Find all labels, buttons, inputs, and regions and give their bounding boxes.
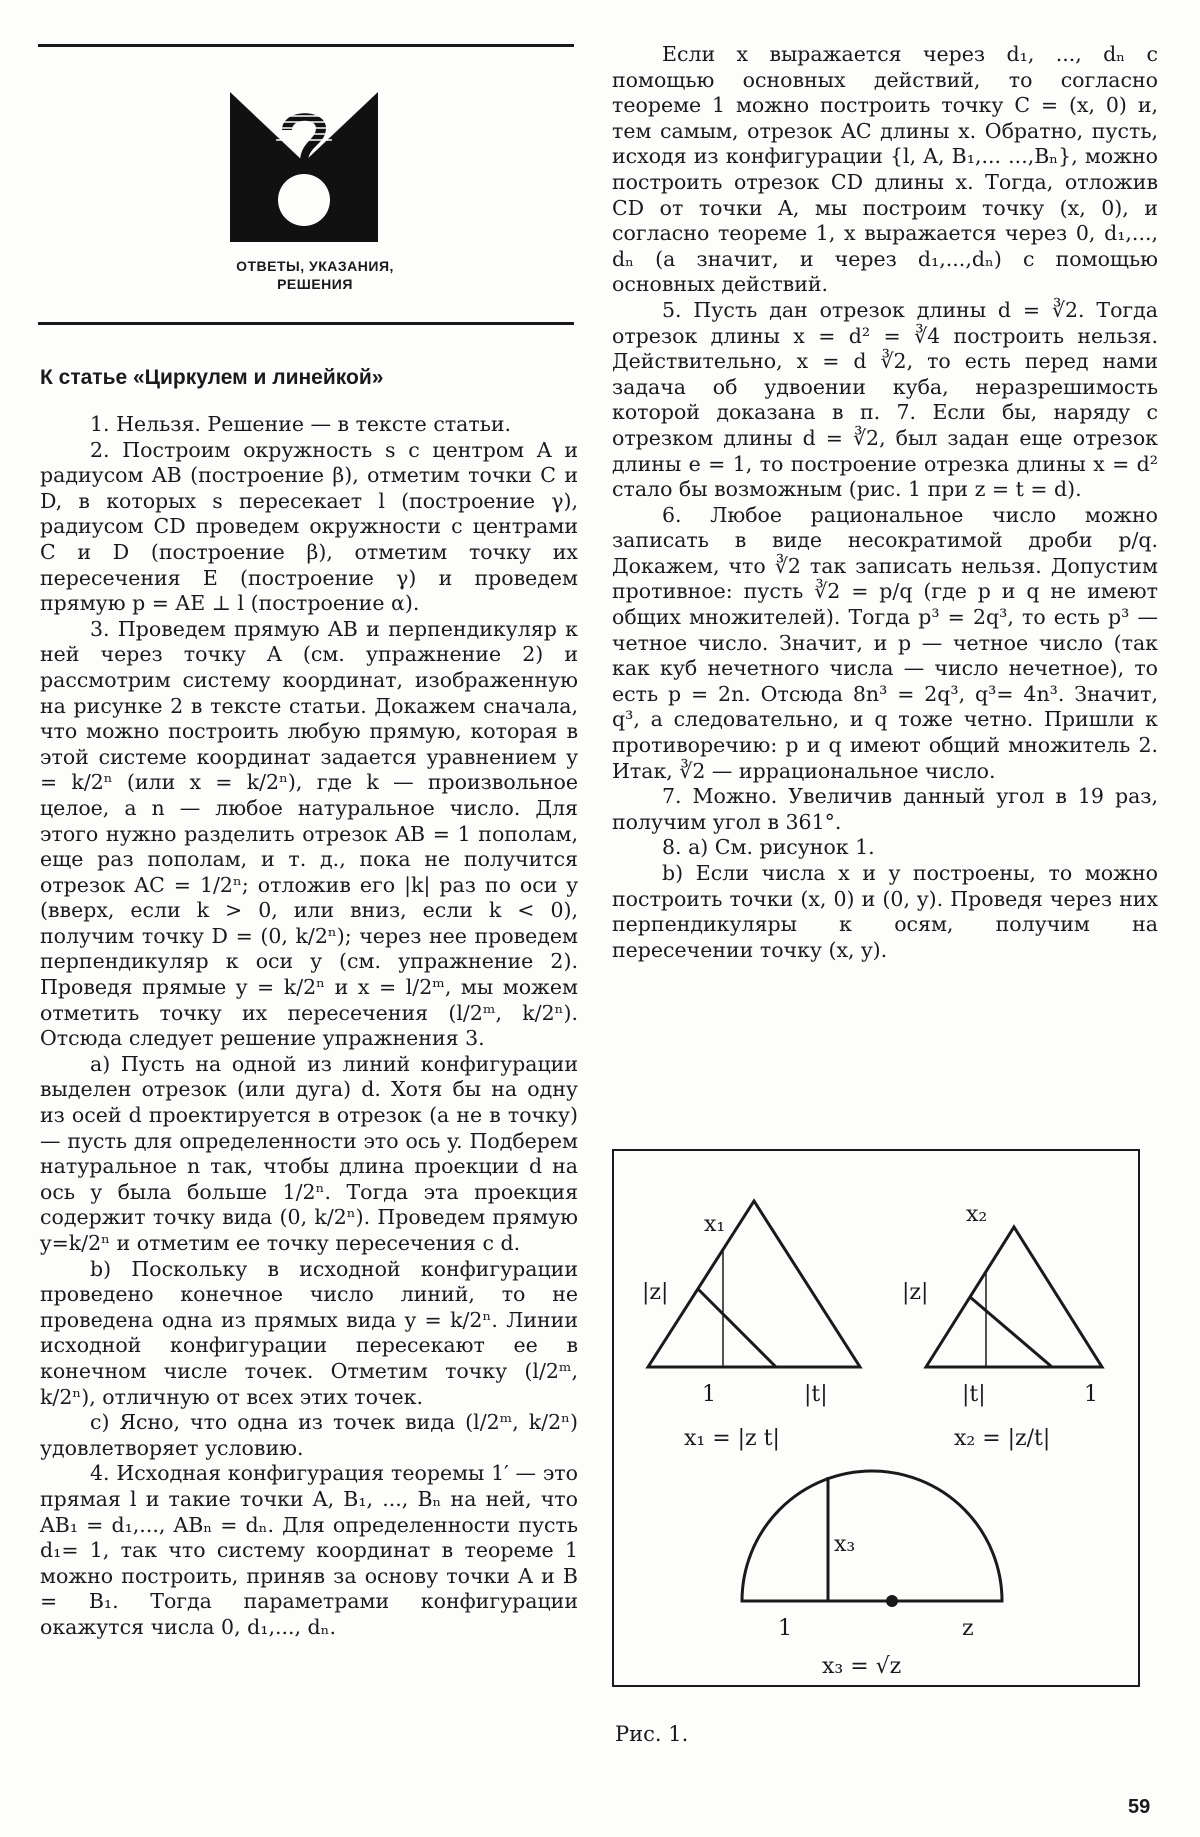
answer-8b: b) Если числа x и y построены, то можно построить точки (x, 0) и (0, y). Проведя через них перпендикуляры к осям, получим на пересечении точку (x, y).	[612, 861, 1158, 962]
header-bottom-rule	[38, 322, 574, 325]
right-column	[612, 42, 1158, 963]
triangle-left-inner-side	[698, 1289, 776, 1367]
logo-caption-line2: РЕШЕНИЯ	[277, 276, 353, 292]
answer-3b: b) Поскольку в исходной конфигурации проведено конечное число линий, то не проведена одна из прямых вида y = k/2ⁿ. Линии исходной конфигурации пересекают ее в конечном числе точек. Отметим точку (l/2ᵐ, k/2ⁿ), отличную от всех этих точек.	[40, 1256, 578, 1409]
label-one-left: 1	[702, 1382, 716, 1407]
logo-caption-line1: ОТВЕТЫ, УКАЗАНИЯ,	[236, 258, 394, 274]
answer-4-continued: Если x выражается через d₁, ..., dₙ с помощью основных действий, то согласно теореме 1 можно построить точку C = (x, 0) и, тем самым, отрезок AC длины x. Обратно, пусть, исходя из конфигурации {l, A, B₁,... ...,Bₙ}, можно построить отрезок CD длины x. Тогда, отложив CD от точки A, мы построим точку (x, 0), и согласно теореме 1, x выражается через 0, d₁,..., dₙ (а значит, и через d₁,...,dₙ) с помощью основных действий.	[612, 42, 1158, 297]
answer-3: 3. Проведем прямую AB и перпендикуляр к ней через точку A (см. упражнение 2) и рассмотрим систему координат, изображенную на рисунке 2 в тексте статьи. Докажем сначала, что можно построить любую прямую, которая в этой системе координат задается уравнением y = k/2ⁿ (или x = k/2ⁿ), где k — произвольное целое, а n — любое натуральное число. Для этого нужно разделить отрезок AB = 1 пополам, еще раз пополам, и т. д., пока не получится отрезок AC = 1/2ⁿ; отложив его |k| раз по оси y (вверх, если k > 0, или вниз, если k < 0), получим точку D = (0, k/2ⁿ); через нее проведем перпендикуляр к оси y (см. упражнение 2). Проведя прямые y = k/2ⁿ и x = l/2ᵐ, мы можем отметить точку их пересечения (l/2ᵐ, k/2ⁿ). Отсюда следует решение упражнения 3.	[40, 616, 578, 1051]
figure-1-drawing	[614, 1151, 1138, 1685]
label-x1: x₁	[704, 1212, 726, 1237]
triangle-right	[926, 1227, 1102, 1367]
answer-1: 1. Нельзя. Решение — в тексте статьи.	[90, 412, 512, 436]
formula-x2: x₂ = |z/t|	[954, 1426, 1051, 1451]
article-heading: К статье «Циркулем и линейкой»	[40, 366, 384, 389]
triangle-right-inner-side	[970, 1297, 1052, 1367]
label-z-bottom: z	[962, 1616, 974, 1641]
semicircle	[742, 1471, 1002, 1601]
label-one-bottom: 1	[778, 1616, 792, 1641]
left-column	[40, 412, 578, 1641]
answer-6: 6. Любое рациональное число можно записать в виде несократимой дроби p/q. Докажем, что ∛2 так записать нельзя. Допустим противное: пусть ∛2 = p/q (где p и q не имеют общих множителей). Тогда p³ = 2q³, то есть p³ — четное число. Значит, и p — четное число (так как куб нечетного числа — число нечетное), то есть p = 2n. Отсюда 8n³ = 2q³, q³= 4n³. Значит, q³, а следовательно, и q тоже четно. Пришли к противоречию: p и q имеют общий множитель 2. Итак, ∛2 — иррациональное число.	[612, 502, 1158, 783]
answer-7: 7. Можно. Увеличив данный угол в 19 раз, получим угол в 361°.	[612, 784, 1158, 834]
figure-1	[612, 1149, 1140, 1687]
figure-caption: Рис. 1.	[615, 1722, 689, 1746]
answer-2: 2. Построим окружность s с центром A и радиусом AB (построение β), отметим точки C и D, в которых s пересекает l (построение γ), радиусом CD проведем окружности с центрами C и D (построение β), отметим точку их пересечения E (построение γ) и проведем прямую p = AE ⊥ l (построение α).	[40, 437, 578, 616]
label-t-left: |t|	[804, 1382, 828, 1407]
label-z-left: |z|	[642, 1280, 669, 1305]
answer-8a: 8. а) См. рисунок 1.	[662, 835, 875, 860]
label-z-right: |z|	[902, 1280, 929, 1305]
page-number: 59	[1128, 1796, 1151, 1818]
logo-caption	[200, 257, 430, 293]
label-x2: x₂	[966, 1202, 988, 1227]
formula-x3: x₃ = √z	[822, 1654, 902, 1679]
answer-3c: c) Ясно, что одна из точек вида (l/2ᵐ, k/2ⁿ) удовлетворяет условию.	[40, 1410, 578, 1460]
label-x3: x₃	[834, 1532, 856, 1557]
header-top-rule	[38, 44, 574, 47]
question-mark-logo	[230, 92, 378, 242]
label-one-right: 1	[1084, 1382, 1098, 1407]
triangle-left	[648, 1201, 860, 1367]
semicircle-center-point	[886, 1595, 898, 1607]
answer-3a: а) Пусть на одной из линий конфигурации выделен отрезок (или дуга) d. Хотя бы на одну из осей d проектируется в отрезок (а не в точку) — пусть для определенности это ось y. Подберем натуральное n так, чтобы длина проекции d на ось y была больше 1/2ⁿ. Тогда эта проекция содержит точку вида (0, k/2ⁿ). Проведем прямую y=k/2ⁿ и отметим ее точку пересечения с d.	[40, 1051, 578, 1255]
label-t-right: |t|	[962, 1382, 986, 1407]
answer-5: 5. Пусть дан отрезок длины d = ∛2. Тогда отрезок длины x = d² = ∛4 построить нельзя. Действительно, x = d ∛2, то есть перед нами задача об удвоении куба, неразрешимость которой доказана в п. 7. Если бы, наряду с отрезком длины d = ∛2, был задан еще отрезок длины e = 1, то построение отрезка длины x = d² стало бы возможным (рис. 1 при z = t = d).	[612, 297, 1158, 502]
formula-x1: x₁ = |z t|	[684, 1426, 780, 1451]
answer-4: 4. Исходная конфигурация теоремы 1′ — это прямая l и такие точки A, B₁, ..., Bₙ на ней, что AB₁ = d₁,..., ABₙ = dₙ. Для определенности пусть d₁= 1, так что систему координат в теореме 1 можно построить, приняв за основу точки A и B = B₁. Тогда параметрами конфигурации окажутся числа 0, d₁,..., dₙ.	[40, 1461, 578, 1639]
